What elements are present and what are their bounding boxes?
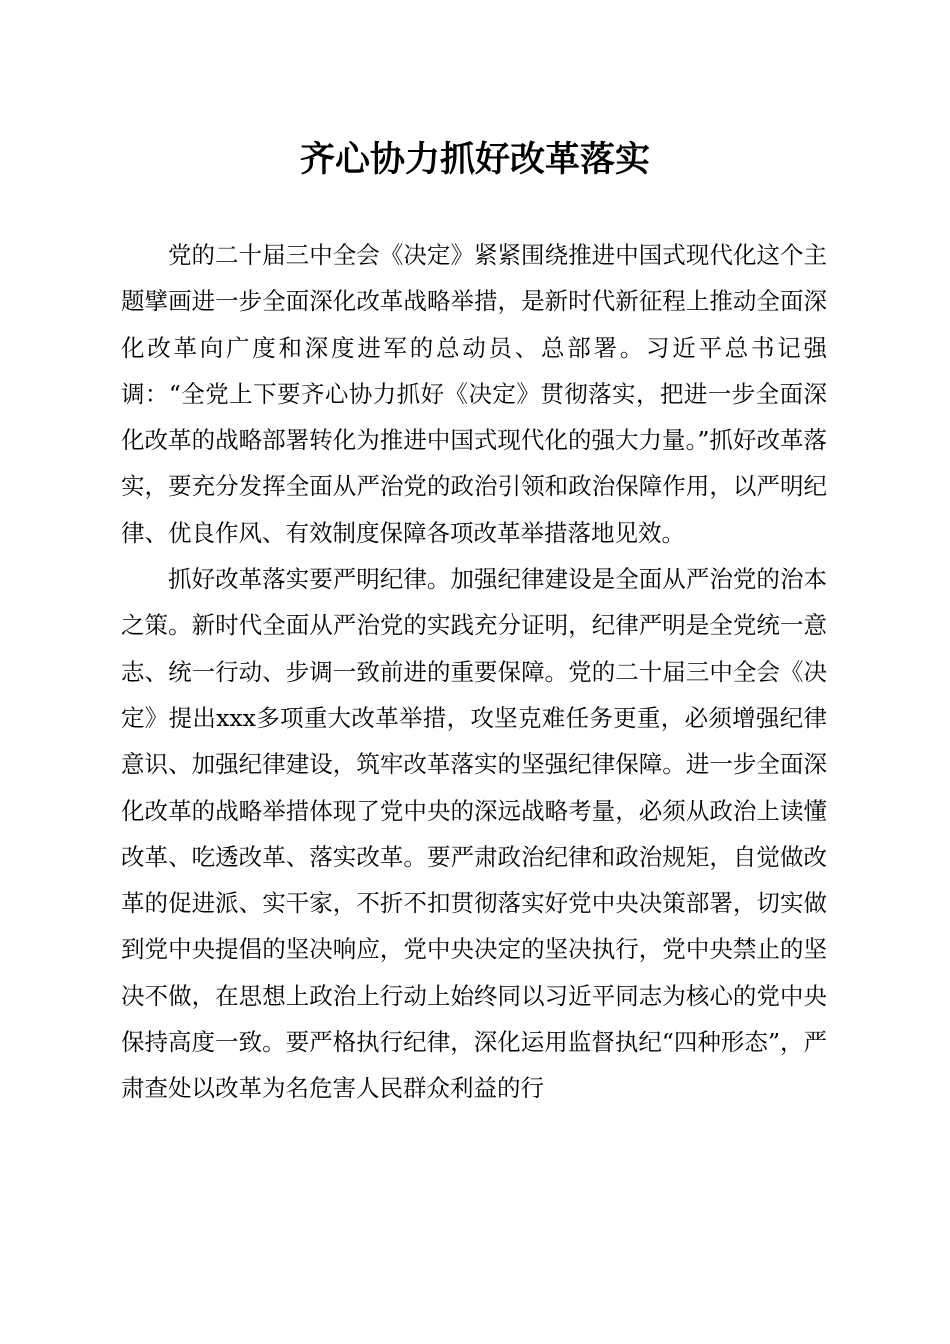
- document-body: [121, 232, 827, 1112]
- paragraph-intro: 党的二十届三中全会《决定》紧紧围绕推进中国式现代化这个主题擘画进一步全面深化改革战略举措，是新时代新征程上推动全面深化改革向广度和深度进军的总动员、总部署。习近平总书记强调：“全党上下要齐心协力抓好《决定》贯彻落实，把进一步全面深化改革的战略部署转化为推进中国式现代化的强大力量。”抓好改革落实，要充分发挥全面从严治党的政治引领和政治保障作用，以严明纪律、优良作风、有效制度保障各项改革举措落地见效。: [121, 241, 827, 547]
- paragraph-discipline: 抓好改革落实要严明纪律。加强纪律建设是全面从严治党的治本之策。新时代全面从严治党的实践充分证明，纪律严明是全党统一意志、统一行动、步调一致前进的重要保障。党的二十届三中全会《决定》提出xxx多项重大改革举措，攻坚克难任务更重，必须增强纪律意识、加强纪律建设，筑牢改革落实的坚强纪律保障。进一步全面深化改革的战略举措体现了党中央的深远战略考量，必须从政治上读懂改革、吃透改革、落实改革。要严肃政治纪律和政治规矩，自觉做改革的促进派、实干家，不折不扣贯彻落实好党中央决策部署，切实做到党中央提倡的坚决响应，党中央决定的坚决执行，党中央禁止的坚决不做，在思想上政治上行动上始终同以习近平同志为核心的党中央保持高度一致。要严格执行纪律，深化运用监督执纪“四种形态”，严肃查处以改革为名危害人民群众利益的行: [121, 565, 827, 1103]
- document-title: 齐心协力抓好改革落实: [299, 139, 650, 180]
